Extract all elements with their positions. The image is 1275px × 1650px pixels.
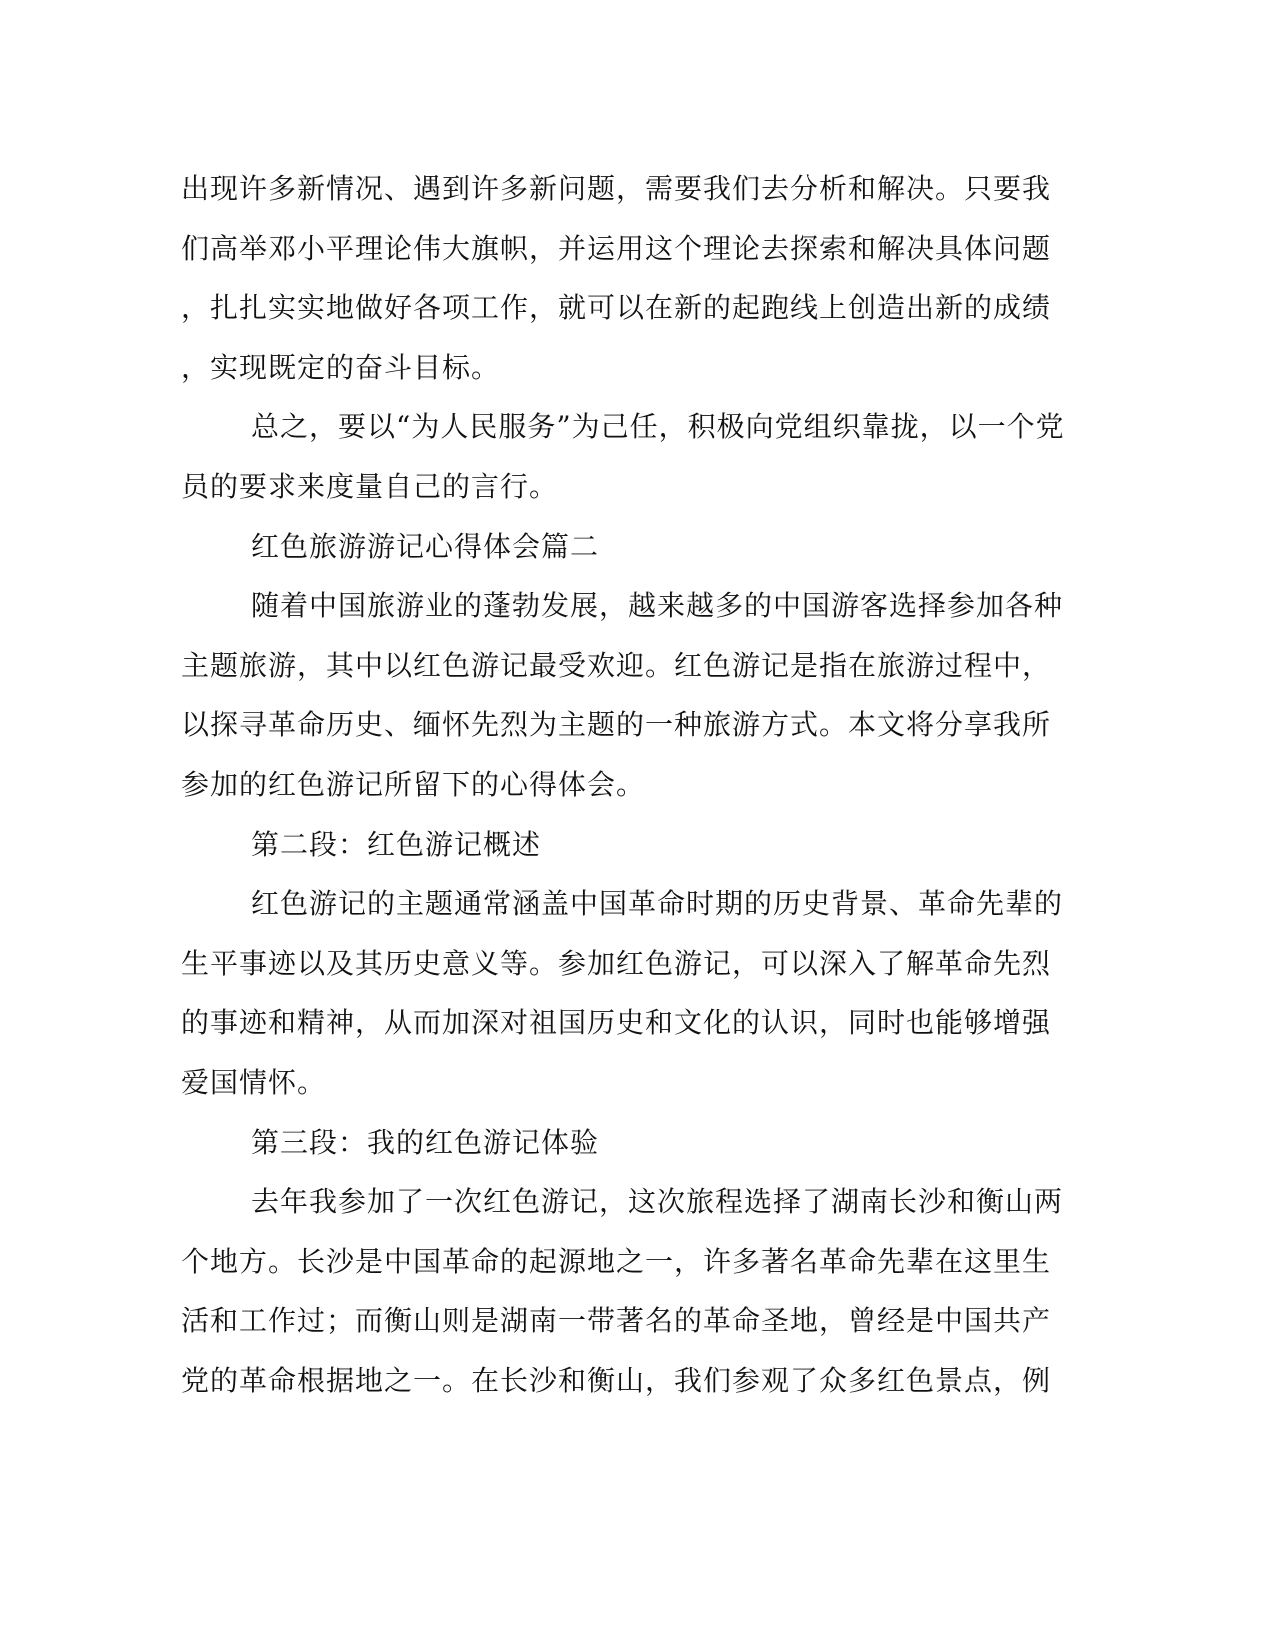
text-line: 随着中国旅游业的蓬勃发展，越来越多的中国游客选择参加各种 — [251, 589, 1064, 623]
text-line: 员的要求来度量自己的言行。 — [181, 469, 559, 503]
text-line: 党的革命根据地之一。在长沙和衡山，我们参观了众多红色景点，例 — [181, 1363, 1052, 1397]
text-line: ，扎扎实实地做好各项工作，就可以在新的起跑线上创造出新的成绩 — [181, 291, 1052, 325]
text-line: 以探寻革命历史、缅怀先烈为主题的一种旅游方式。本文将分享我所 — [181, 708, 1052, 742]
text-line: 第三段：我的红色游记体验 — [251, 1125, 600, 1159]
text-line: 活和工作过；而衡山则是湖南一带著名的革命圣地，曾经是中国共产 — [181, 1304, 1052, 1338]
text-line: 参加的红色游记所留下的心得体会。 — [181, 767, 646, 801]
text-line: 主题旅游，其中以红色游记最受欢迎。红色游记是指在旅游过程中， — [181, 648, 1052, 682]
document-body — [181, 159, 1065, 1410]
text-line: 的事迹和精神，从而加深对祖国历史和文化的认识，同时也能够增强 — [181, 1006, 1052, 1040]
text-line: 红色旅游游记心得体会篇二 — [251, 529, 600, 563]
text-line: 个地方。长沙是中国革命的起源地之一，许多著名革命先辈在这里生 — [181, 1244, 1052, 1278]
text-line: 红色游记的主题通常涵盖中国革命时期的历史背景、革命先辈的 — [251, 887, 1064, 921]
text-line: 生平事迹以及其历史意义等。参加红色游记，可以深入了解革命先烈 — [181, 946, 1052, 980]
text-line: 们高举邓小平理论伟大旗帜，并运用这个理论去探索和解决具体问题 — [181, 231, 1052, 265]
text-line: 爱国情怀。 — [181, 1065, 327, 1099]
text-line: 总之，要以“为人民服务”为己任，积极向党组织靠拢，以一个党 — [251, 410, 1065, 444]
text-line: 去年我参加了一次红色游记，这次旅程选择了湖南长沙和衡山两 — [251, 1185, 1064, 1219]
text-line: 第二段：红色游记概述 — [251, 827, 542, 861]
text-line: 出现许多新情况、遇到许多新问题，需要我们去分析和解决。只要我 — [181, 172, 1052, 205]
text-line: ，实现既定的奋斗目标。 — [181, 350, 501, 384]
